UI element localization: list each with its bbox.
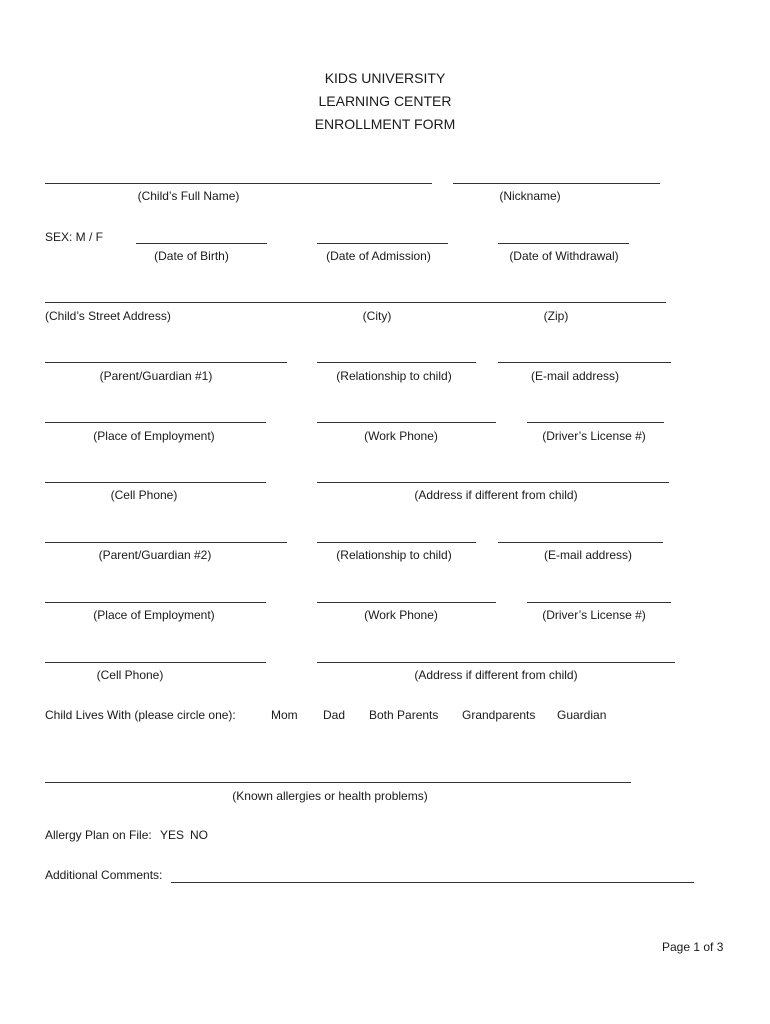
allergy-plan-label: Allergy Plan on File: — [45, 828, 152, 842]
guardian2-address-label: (Address if different from child) — [414, 668, 578, 682]
guardian2-license-label: (Driver’s License #) — [542, 608, 646, 622]
guardian1-cell-field[interactable] — [45, 482, 266, 483]
guardian1-address-label: (Address if different from child) — [414, 488, 578, 502]
sex-field-label[interactable]: SEX: M / F — [45, 230, 104, 244]
form-title-line-3: ENROLLMENT FORM — [314, 116, 456, 132]
guardian1-cell-label: (Cell Phone) — [110, 488, 178, 502]
lives-with-label: Child Lives With (please circle one): — [45, 708, 236, 722]
guardian1-email-label: (E-mail address) — [530, 369, 620, 383]
guardian1-name-label: (Parent/Guardian #1) — [99, 369, 213, 383]
child-full-name-field[interactable] — [45, 183, 432, 184]
lives-with-option-dad[interactable]: Dad — [323, 708, 346, 722]
allergy-plan-yes-option[interactable]: YES — [160, 828, 185, 842]
zip-label: (Zip) — [543, 309, 569, 323]
guardian1-license-field[interactable] — [527, 422, 664, 423]
guardian1-email-field[interactable] — [498, 362, 671, 363]
street-address-field[interactable] — [45, 302, 666, 303]
allergies-field[interactable] — [45, 782, 631, 783]
lives-with-option-both-parents[interactable]: Both Parents — [369, 708, 439, 722]
guardian2-license-field[interactable] — [527, 602, 671, 603]
guardian1-employment-field[interactable] — [45, 422, 266, 423]
date-of-withdrawal-label: (Date of Withdrawal) — [509, 249, 619, 263]
lives-with-option-mom[interactable]: Mom — [271, 708, 298, 722]
city-label: (City) — [362, 309, 392, 323]
form-title-line-2: LEARNING CENTER — [318, 93, 452, 109]
form-title-line-1: KIDS UNIVERSITY — [324, 70, 446, 86]
guardian2-email-label: (E-mail address) — [543, 548, 633, 562]
guardian2-name-label: (Parent/Guardian #2) — [98, 548, 212, 562]
date-of-birth-field[interactable] — [136, 243, 267, 244]
additional-comments-field[interactable] — [171, 882, 694, 883]
guardian1-name-field[interactable] — [45, 362, 287, 363]
guardian1-relationship-field[interactable] — [317, 362, 476, 363]
lives-with-option-grandparents[interactable]: Grandparents — [462, 708, 536, 722]
date-of-birth-label: (Date of Birth) — [154, 249, 229, 263]
nickname-field[interactable] — [453, 183, 660, 184]
guardian1-work-phone-label: (Work Phone) — [364, 429, 438, 443]
page-number: Page 1 of 3 — [662, 940, 724, 954]
guardian1-employment-label: (Place of Employment) — [93, 429, 215, 443]
lives-with-option-guardian[interactable]: Guardian — [557, 708, 607, 722]
guardian2-cell-label: (Cell Phone) — [96, 668, 164, 682]
guardian2-employment-field[interactable] — [45, 602, 266, 603]
date-of-admission-label: (Date of Admission) — [326, 249, 431, 263]
guardian1-relationship-label: (Relationship to child) — [336, 369, 452, 383]
guardian2-email-field[interactable] — [498, 542, 663, 543]
guardian2-work-phone-field[interactable] — [317, 602, 496, 603]
guardian1-license-label: (Driver’s License #) — [542, 429, 646, 443]
date-of-admission-field[interactable] — [317, 243, 448, 244]
guardian2-employment-label: (Place of Employment) — [93, 608, 215, 622]
allergies-label: (Known allergies or health problems) — [232, 789, 428, 803]
date-of-withdrawal-field[interactable] — [498, 243, 629, 244]
guardian2-address-field[interactable] — [317, 662, 675, 663]
guardian2-work-phone-label: (Work Phone) — [364, 608, 438, 622]
guardian2-cell-field[interactable] — [45, 662, 266, 663]
street-address-label: (Child’s Street Address) — [45, 309, 171, 323]
nickname-label: (Nickname) — [499, 189, 561, 203]
allergy-plan-no-option[interactable]: NO — [190, 828, 208, 842]
guardian2-relationship-label: (Relationship to child) — [336, 548, 452, 562]
child-full-name-label: (Child’s Full Name) — [137, 189, 240, 203]
additional-comments-label: Additional Comments: — [45, 868, 163, 882]
guardian1-work-phone-field[interactable] — [317, 422, 496, 423]
guardian2-name-field[interactable] — [45, 542, 287, 543]
guardian1-address-field[interactable] — [317, 482, 669, 483]
guardian2-relationship-field[interactable] — [317, 542, 476, 543]
